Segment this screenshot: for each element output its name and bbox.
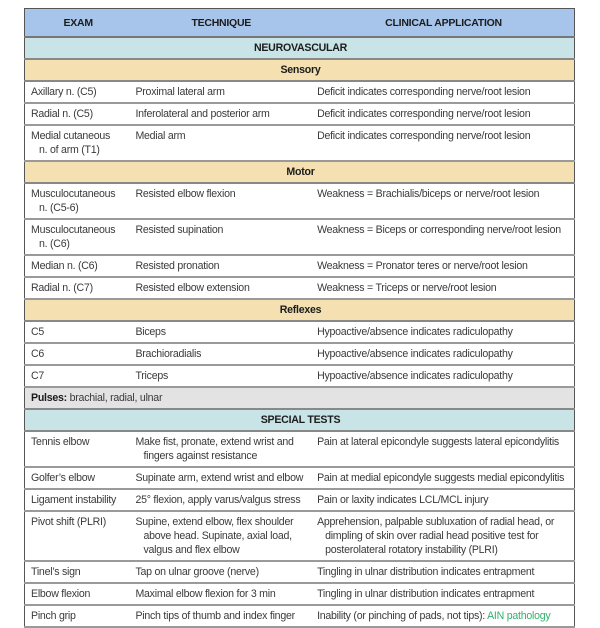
- table-row: [25, 183, 575, 219]
- technique-cell: Maximal elbow flexion for 3 min: [129, 583, 311, 605]
- table-row: [25, 321, 575, 343]
- column-header-row: [25, 9, 575, 38]
- technique-cell: Pinch tips of thumb and index finger: [129, 605, 311, 627]
- application-cell: Deficit indicates corresponding nerve/root lesion: [311, 81, 574, 103]
- exam-cell: C6: [25, 343, 130, 365]
- application-cell: Hypoactive/absence indicates radiculopathy: [311, 321, 574, 343]
- section-neurovascular: [25, 37, 575, 59]
- technique-cell: [129, 511, 311, 561]
- exam-cell: Tinel’s sign: [25, 561, 130, 583]
- table-row: [25, 81, 575, 103]
- application-cell: Tingling in ulnar distribution indicates entrapment: [311, 561, 574, 583]
- technique-line: Supine, extend elbow, flex shoulder: [135, 516, 294, 528]
- technique-cell: 25° flexion, apply varus/valgus stress: [129, 489, 311, 511]
- ain-pathology-highlight: AIN pathology: [487, 610, 551, 622]
- application-cell: Hypoactive/absence indicates radiculopathy: [311, 365, 574, 387]
- technique-cell: Triceps: [129, 365, 311, 387]
- section-title: SPECIAL TESTS: [25, 409, 575, 431]
- subsection-reflexes: [25, 299, 575, 321]
- exam-cell: [25, 219, 130, 255]
- table-row: [25, 489, 575, 511]
- exam-cell: Tennis elbow: [25, 431, 130, 467]
- pulses-row: [25, 387, 575, 409]
- exam-cell: Ligament instability: [25, 489, 130, 511]
- technique-cell: Resisted elbow flexion: [129, 183, 311, 219]
- technique-cell: Inferolateral and posterior arm: [129, 103, 311, 125]
- application-cell: [311, 605, 574, 627]
- section-special-tests: [25, 409, 575, 431]
- table-row: [25, 511, 575, 561]
- application-line: Apprehension, palpable subluxation of radial head, or: [317, 516, 555, 528]
- application-cell: Hypoactive/absence indicates radiculopathy: [311, 343, 574, 365]
- subsection-motor: [25, 161, 575, 183]
- technique-cell: Supinate arm, extend wrist and elbow: [129, 467, 311, 489]
- column-header-exam: EXAM: [25, 9, 130, 38]
- section-title: NEUROVASCULAR: [25, 37, 575, 59]
- subsection-title: Motor: [25, 161, 575, 183]
- table-row: [25, 103, 575, 125]
- exam-cell: Radial n. (C5): [25, 103, 130, 125]
- column-header-technique: TECHNIQUE: [129, 9, 311, 38]
- exam-cell: Pinch grip: [25, 605, 130, 627]
- application-cell: Pain at lateral epicondyle suggests lateral epicondylitis: [311, 431, 574, 467]
- subsection-title: Reflexes: [25, 299, 575, 321]
- technique-cell: Resisted elbow extension: [129, 277, 311, 299]
- exam-line: n. (C5-6): [39, 202, 79, 214]
- technique-line: valgus and flex elbow: [143, 544, 240, 556]
- technique-cell: Resisted supination: [129, 219, 311, 255]
- exam-line: Musculocutaneous: [31, 188, 116, 200]
- application-cell: Weakness = Triceps or nerve/root lesion: [311, 277, 574, 299]
- exam-cell: Radial n. (C7): [25, 277, 130, 299]
- technique-cell: Tap on ulnar groove (nerve): [129, 561, 311, 583]
- application-line: posterolateral rotatory instability (PLRI): [325, 544, 498, 556]
- application-cell: Pain at medial epicondyle suggests medial epicondylitis: [311, 467, 574, 489]
- table-row: [25, 343, 575, 365]
- exam-cell: C5: [25, 321, 130, 343]
- exam-cell: Elbow flexion: [25, 583, 130, 605]
- technique-cell: Brachioradialis: [129, 343, 311, 365]
- technique-cell: [129, 431, 311, 467]
- exam-cell: [25, 125, 130, 161]
- application-cell: Weakness = Biceps or corresponding nerve/root lesion: [311, 219, 574, 255]
- exam-line: Musculocutaneous: [31, 224, 116, 236]
- exam-line: n. of arm (T1): [39, 144, 100, 156]
- exam-cell: Golfer’s elbow: [25, 467, 130, 489]
- technique-line: Make fist, pronate, extend wrist and: [135, 436, 294, 448]
- exam-cell: Median n. (C6): [25, 255, 130, 277]
- exam-cell: Axillary n. (C5): [25, 81, 130, 103]
- exam-cell: [25, 183, 130, 219]
- pulses-value: brachial, radial, ulnar: [69, 392, 163, 404]
- technique-cell: Biceps: [129, 321, 311, 343]
- application-cell: Deficit indicates corresponding nerve/root lesion: [311, 103, 574, 125]
- table-row: [25, 125, 575, 161]
- subsection-title: Sensory: [25, 59, 575, 81]
- application-cell: Weakness = Pronator teres or nerve/root lesion: [311, 255, 574, 277]
- table-row: [25, 467, 575, 489]
- technique-cell: Medial arm: [129, 125, 311, 161]
- pulses-label: Pulses:: [31, 392, 67, 404]
- application-cell: Tingling in ulnar distribution indicates entrapment: [311, 583, 574, 605]
- table-row: [25, 277, 575, 299]
- column-header-clinical-application: CLINICAL APPLICATION: [311, 9, 574, 38]
- application-cell: Weakness = Brachialis/biceps or nerve/root lesion: [311, 183, 574, 219]
- exam-cell: Pivot shift (PLRI): [25, 511, 130, 561]
- table-row: [25, 365, 575, 387]
- application-cell: Deficit indicates corresponding nerve/root lesion: [311, 125, 574, 161]
- application-cell: Pain or laxity indicates LCL/MCL injury: [311, 489, 574, 511]
- technique-cell: Resisted pronation: [129, 255, 311, 277]
- application-text: Inability (or pinching of pads, not tips):: [317, 610, 488, 622]
- application-cell: [311, 511, 574, 561]
- table-row: [25, 583, 575, 605]
- exam-line: n. (C6): [39, 238, 70, 250]
- subsection-sensory: [25, 59, 575, 81]
- technique-cell: Proximal lateral arm: [129, 81, 311, 103]
- technique-line: fingers against resistance: [143, 450, 258, 462]
- table-row: [25, 431, 575, 467]
- table-row: [25, 255, 575, 277]
- elbow-exam-table: [24, 8, 575, 628]
- table-row: [25, 561, 575, 583]
- table-row: [25, 605, 575, 627]
- application-line: dimpling of skin over radial head positive test for: [325, 530, 539, 542]
- exam-cell: C7: [25, 365, 130, 387]
- pulses-cell: [25, 387, 575, 409]
- exam-line: Medial cutaneous: [31, 130, 111, 142]
- table-row: [25, 219, 575, 255]
- technique-line: above head. Supinate, axial load,: [143, 530, 292, 542]
